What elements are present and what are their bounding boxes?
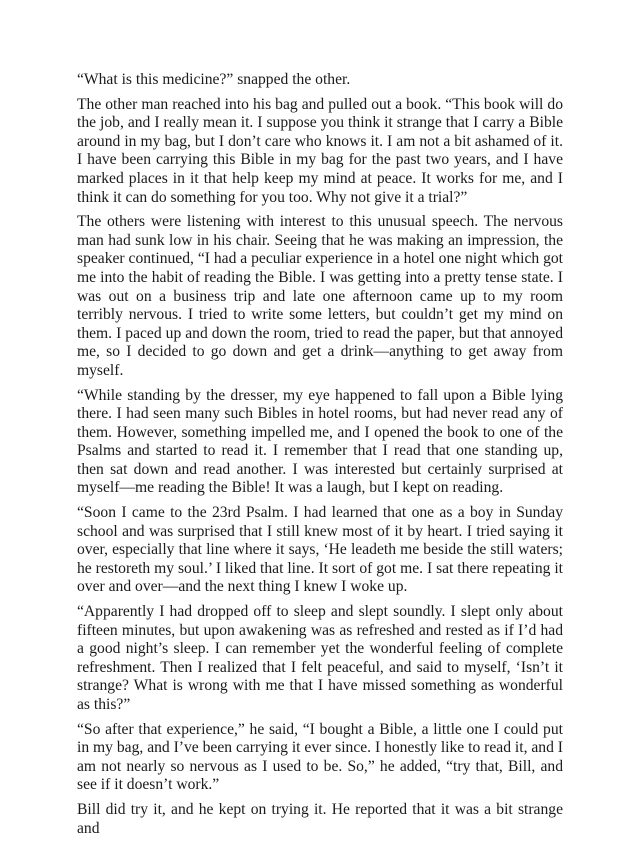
paragraph-2: The other man reached into his bag and pulled out a book. “This book will do the job, and I really mean it. I suppose you think it strange that I carry a Bible around in my bag, but I don’t care who knows it. I am not a bit ashamed of it. I have been carrying this Bible in my bag for the past two years, and I have marked places in it that help keep my mind at peace. It works for me, and I think it can do something for you too. Why not give it a trial?”	[77, 95, 563, 206]
paragraph-3: The others were listening with interest to this unusual speech. The nervous man had sunk low in his chair. Seeing that he was making an impression, the speaker continued, “I had a peculiar experience in a hotel one night which got me into the habit of reading the Bible. I was getting into a pretty tense state. I was out on a business trip and late one afternoon came up to my room terribly nervous. I tried to write some letters, but couldn’t get my mind on them. I paced up and down the room, tried to read the paper, but that annoyed me, so I decided to go down and get a drink—anything to get away from myself.	[77, 213, 563, 379]
paragraph-6: “Apparently I had dropped off to sleep and slept soundly. I slept only about fifteen minutes, but upon awakening was as refreshed and rested as if I’d had a good night’s sleep. I can remember yet the wonderful feeling of complete refreshment. Then I realized that I felt peaceful, and said to myself, ‘Isn’t it strange? What is wrong with me that I have missed something as wonderful as this?”	[77, 603, 563, 713]
paragraph-4: “While standing by the dresser, my eye happened to fall upon a Bible lying there. I had seen many such Bibles in hotel rooms, but had never read any of them. However, something impelled me, and I opened the book to one of the Psalms and started to read it. I remember that I read that one standing up, then sat down and read another. I was interested but certainly surprised at myself—me reading the Bible! It was a laugh, but I kept on reading.	[77, 386, 563, 497]
paragraph-8: Bill did try it, and he kept on trying it. He reported that it was a bit strange and	[77, 800, 563, 837]
paragraph-1: “What is this medicine?” snapped the other.	[77, 71, 351, 88]
paragraph-5: “Soon I came to the 23rd Psalm. I had learned that one as a boy in Sunday school and was surprised that I still knew most of it by heart. I tried saying it over, especially that line where it says, ‘He leadeth me beside the still waters; he restoreth my soul.’ I liked that line. It sort of got me. I sat there repeating it over and over—and the next thing I knew I woke up.	[77, 504, 563, 596]
paragraph-7: “So after that experience,” he said, “I bought a Bible, a little one I could put in my bag, and I’ve been carrying it ever since. I honestly like to read it, and I am not nearly so nervous as I used to be. So,” he added, “try that, Bill, and see if it doesn’t work.”	[77, 720, 563, 794]
document-page	[77, 71, 563, 844]
